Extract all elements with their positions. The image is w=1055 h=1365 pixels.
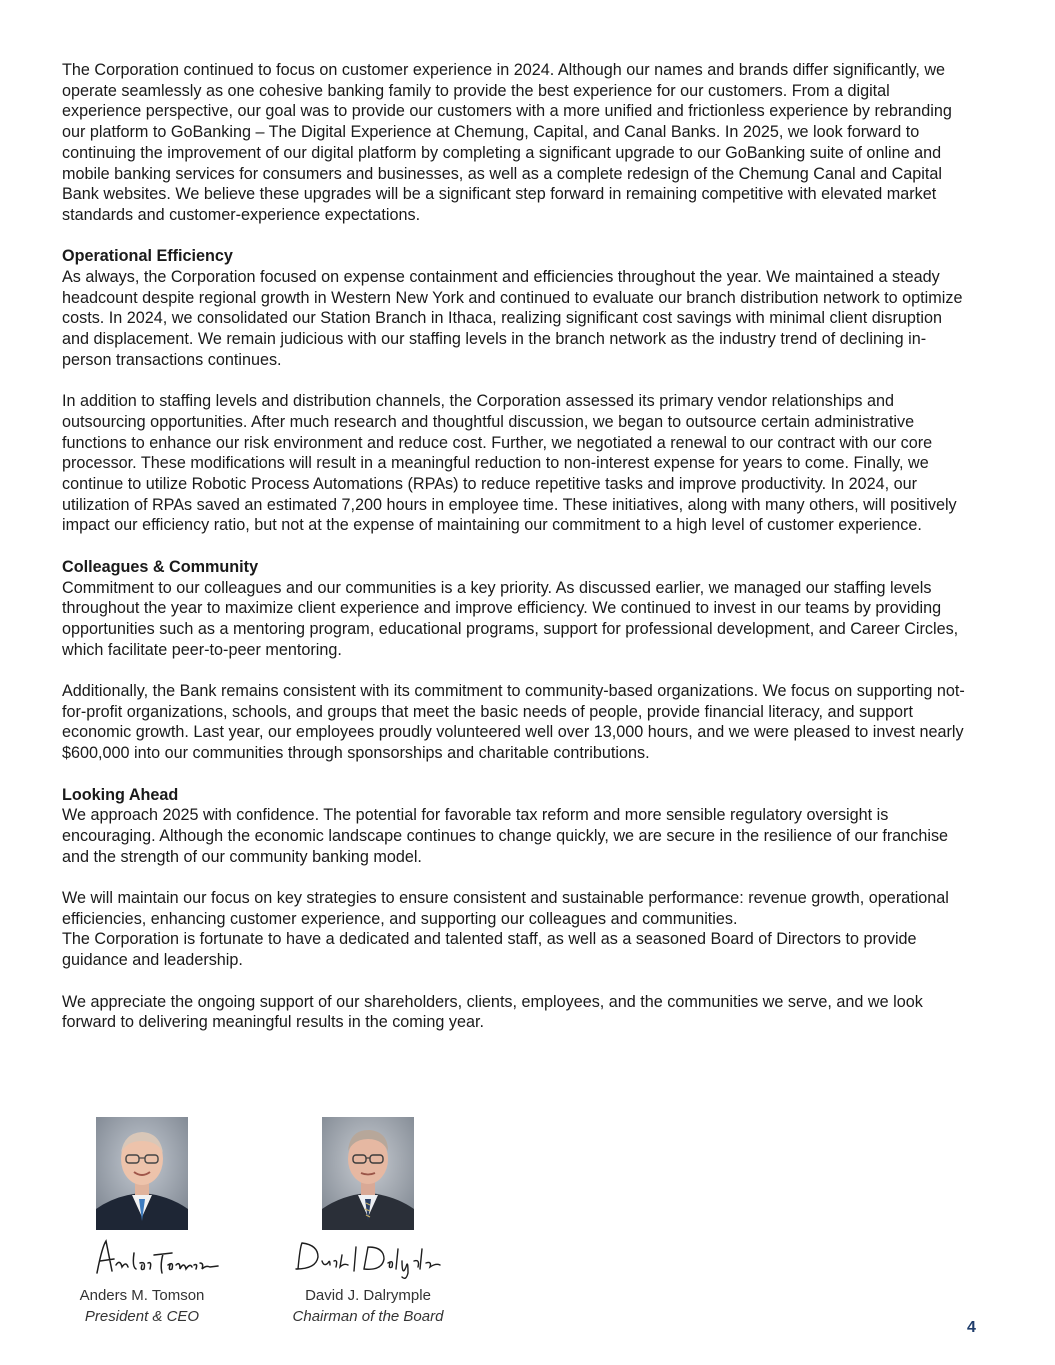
section-heading-colleagues-community: Colleagues & Community [62, 557, 259, 576]
signature-block-ceo [42, 1117, 242, 1327]
handwritten-signature [268, 1233, 468, 1285]
signature-block-chairman [268, 1117, 468, 1327]
paragraph: Additionally, the Bank remains consistent with its commitment to community-based organizations. We focus on supporting not-for-profit organizations, schools, and groups that meet the basic needs of people, provide financial literacy, and support economic growth. Last year, our employees proudly volunteered well over 13,000 hours, and we were pleased to invest nearly $600,000 into our communities through sponsorships and charitable contributions. [62, 682, 965, 763]
paragraph: As always, the Corporation focused on expense containment and efficiencies throughout the year. We maintained a steady headcount despite regional growth in Western New York and continued to evaluate our branch distribution network to optimize costs. In 2024, we consolidated our Station Branch in Ithaca, realizing significant cost savings with minimal client disruption and displacement. We remain judicious with our staffing levels in the branch network as the industry trend of declining in-person transactions continues. [62, 268, 963, 369]
paragraph: In addition to staffing levels and distribution channels, the Corporation assessed its primary vendor relationships and outsourcing opportunities. After much research and thoughtful discussion, we began to outsource certain administrative functions to enhance our risk environment and reduce cost. Further, we negotiated a renewal to our contract with our core processor. These modifications will result in a meaningful reduction to non-interest expense for years to come. Finally, we continue to utilize Robotic Process Automations (RPAs) to reduce repetitive tasks and improve productivity. In 2024, our utilization of RPAs saved an estimated 7,200 hours in employee time. These initiatives, along with many others, will positively impact our efficiency ratio, but not at the expense of maintaining our commitment to a high level of customer experience. [62, 392, 957, 535]
paragraph: We will maintain our focus on key strategies to ensure consistent and sustainable performance: revenue growth, operational efficiencies, enhancing customer experience, and supporting our colleagues and communities. The Corporation is fortunate to have a dedicated and talented staff, as well as a seasoned Board of Directors to provide guidance and leadership. [62, 889, 949, 970]
signer-name: David J. Dalrymple [305, 1287, 431, 1304]
letter-body [62, 60, 967, 1054]
section-heading-looking-ahead: Looking Ahead [62, 785, 179, 804]
signer-title: Chairman of the Board [292, 1308, 444, 1325]
paragraph: We appreciate the ongoing support of our shareholders, clients, employees, and the communities we serve, and we look forward to delivering meaningful results in the coming year. [62, 992, 923, 1032]
paragraph: Commitment to our colleagues and our communities is a key priority. As discussed earlier, we managed our staffing levels throughout the year to maximize client experience and improve efficiency. We continued to invest in our teams by providing opportunities such as a mentoring program, educational programs, support for professional development, and Career Circles, which facilitate peer-to-peer mentoring. [62, 578, 959, 659]
signer-title: President & CEO [84, 1308, 200, 1325]
handwritten-signature [42, 1233, 242, 1285]
portrait-photo [322, 1117, 414, 1230]
paragraph: We approach 2025 with confidence. The potential for favorable tax reform and more sensible regulatory oversight is encouraging. Although the economic landscape continues to change quickly, we are secure in the resilience of our franchise and the strength of our community banking model. [62, 806, 949, 866]
page-number: 4 [967, 1319, 976, 1336]
portrait-photo [96, 1117, 188, 1230]
section-heading-operational-efficiency: Operational Efficiency [62, 247, 233, 266]
signer-name: Anders M. Tomson [79, 1287, 205, 1304]
intro-paragraph: The Corporation continued to focus on customer experience in 2024. Although our names and brands differ significantly, we operate seamlessly as one cohesive banking family to provide the best experience for our customers. From a digital experience perspective, our goal was to provide our customers with a more unified and frictionless experience by rebranding our platform to GoBanking – The Digital Experience at Chemung, Capital, and Canal Banks. In 2025, we look forward to continuing the improvement of our digital platform by completing a significant upgrade to our GoBanking suite of online and mobile banking services for consumers and businesses, as well as a complete redesign of the Chemung Canal and Capital Bank websites. We believe these upgrades will be a significant step forward in remaining competitive with elevated market standards and customer-experience expectations. [62, 61, 952, 224]
